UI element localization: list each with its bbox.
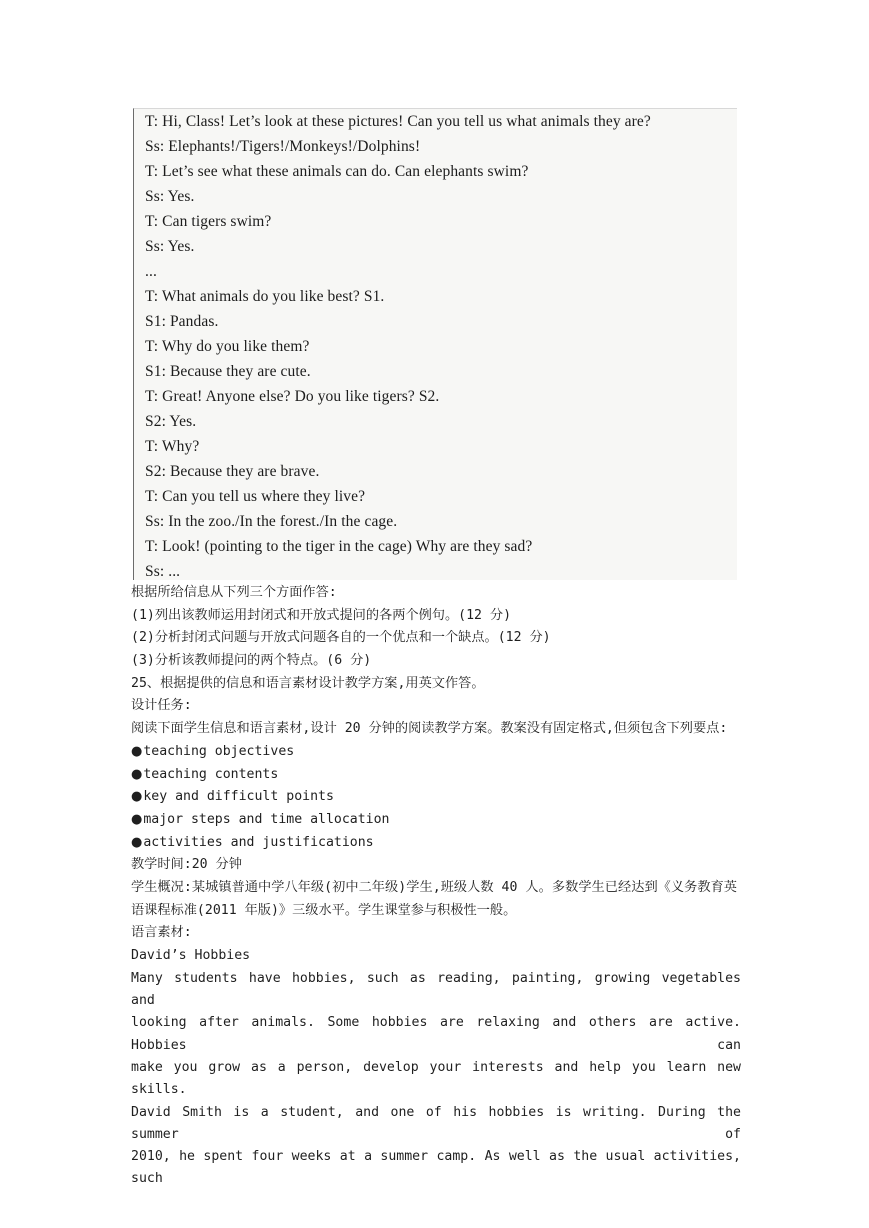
dialogue-line: T: Can tigers swim? xyxy=(145,213,272,230)
dialogue-line: Ss: ... xyxy=(145,563,181,580)
bullet-item: ●activities and justifications xyxy=(131,834,374,850)
instructions-intro: 根据所给信息从下列三个方面作答: xyxy=(131,585,337,600)
bullet-item: ●major steps and time allocation xyxy=(131,811,390,827)
passage-line: make you grow as a person, develop your interests and help you learn new skills. xyxy=(131,1059,741,1098)
bullet-icon: ● xyxy=(131,789,143,805)
dialogue-line: T: Why do you like them? xyxy=(145,338,310,355)
dialogue-line: S2: Yes. xyxy=(145,413,197,430)
dialogue-line: Ss: Yes. xyxy=(145,188,195,205)
passage-line: David Smith is a student, and one of his hobbies is writing. During the summer of xyxy=(131,1104,741,1142)
dialogue-line: T: Can you tell us where they live? xyxy=(145,488,366,505)
dialogue-scan-image xyxy=(133,108,737,580)
material-label: 语言素材: xyxy=(131,925,192,941)
question-item-2: (2)分析封闭式问题与开放式问题各自的一个优点和一个缺点。(12 分) xyxy=(131,630,551,646)
question-item-1: (1)列出该教师运用封闭式和开放式提问的各两个例句。(12 分) xyxy=(131,607,512,623)
dialogue-line: S2: Because they are brave. xyxy=(145,463,320,480)
bullet-item: ●teaching objectives xyxy=(131,743,295,759)
dialogue-line: T: What animals do you like best? S1. xyxy=(145,288,385,305)
dialogue-line: S1: Because they are cute. xyxy=(145,363,311,380)
task-label: 设计任务: xyxy=(131,698,192,714)
question-item-3: (3)分析该教师提问的两个特点。(6 分) xyxy=(131,653,372,669)
dialogue-line: ... xyxy=(145,263,157,280)
dialogue-line: S1: Pandas. xyxy=(145,313,219,330)
bullet-item: ●teaching contents xyxy=(131,766,279,782)
dialogue-line: T: Let’s see what these animals can do. Can elephants swim? xyxy=(145,163,529,180)
document-body xyxy=(131,582,741,1191)
task-text: 阅读下面学生信息和语言素材,设计 20 分钟的阅读教学方案。教案没有固定格式,但须包含下列要点: xyxy=(131,721,728,737)
bullet-item: ●key and difficult points xyxy=(131,789,334,805)
bullet-icon: ● xyxy=(131,743,143,759)
passage-line: looking after animals. Some hobbies are relaxing and others are active. Hobbies can xyxy=(131,1015,741,1053)
passage-line: Many students have hobbies, such as reading, painting, growing vegetables and xyxy=(131,970,741,1009)
bullet-icon: ● xyxy=(131,766,143,782)
dialogue-line: Ss: Yes. xyxy=(145,238,195,255)
dialogue-line: Ss: Elephants!/Tigers!/Monkeys!/Dolphins! xyxy=(145,138,421,155)
student-profile: 学生概况:某城镇普通中学八年级(初中二年级)学生,班级人数 40 人。多数学生已经达到《义务教育英语课程标准(2011 年版)》三级水平。学生课堂参与积极性一般。 xyxy=(131,879,737,918)
bullet-icon: ● xyxy=(131,811,143,827)
question-25-title: 25、根据提供的信息和语言素材设计教学方案,用英文作答。 xyxy=(131,675,485,691)
passage-title: David’s Hobbies xyxy=(131,948,251,964)
dialogue-line: T: Great! Anyone else? Do you like tigers? S2. xyxy=(145,388,440,405)
passage-line: 2010, he spent four weeks at a summer camp. As well as the usual activities, such xyxy=(131,1149,741,1187)
dialogue-line: T: Why? xyxy=(145,438,200,455)
dialogue-line: T: Hi, Class! Let’s look at these pictures! Can you tell us what animals they are? xyxy=(145,113,651,130)
bullet-icon: ● xyxy=(131,834,143,850)
dialogue-line: T: Look! (pointing to the tiger in the cage) Why are they sad? xyxy=(145,538,533,555)
teaching-time: 教学时间:20 分钟 xyxy=(131,857,242,873)
dialogue-line: Ss: In the zoo./In the forest./In the cage. xyxy=(145,513,398,530)
